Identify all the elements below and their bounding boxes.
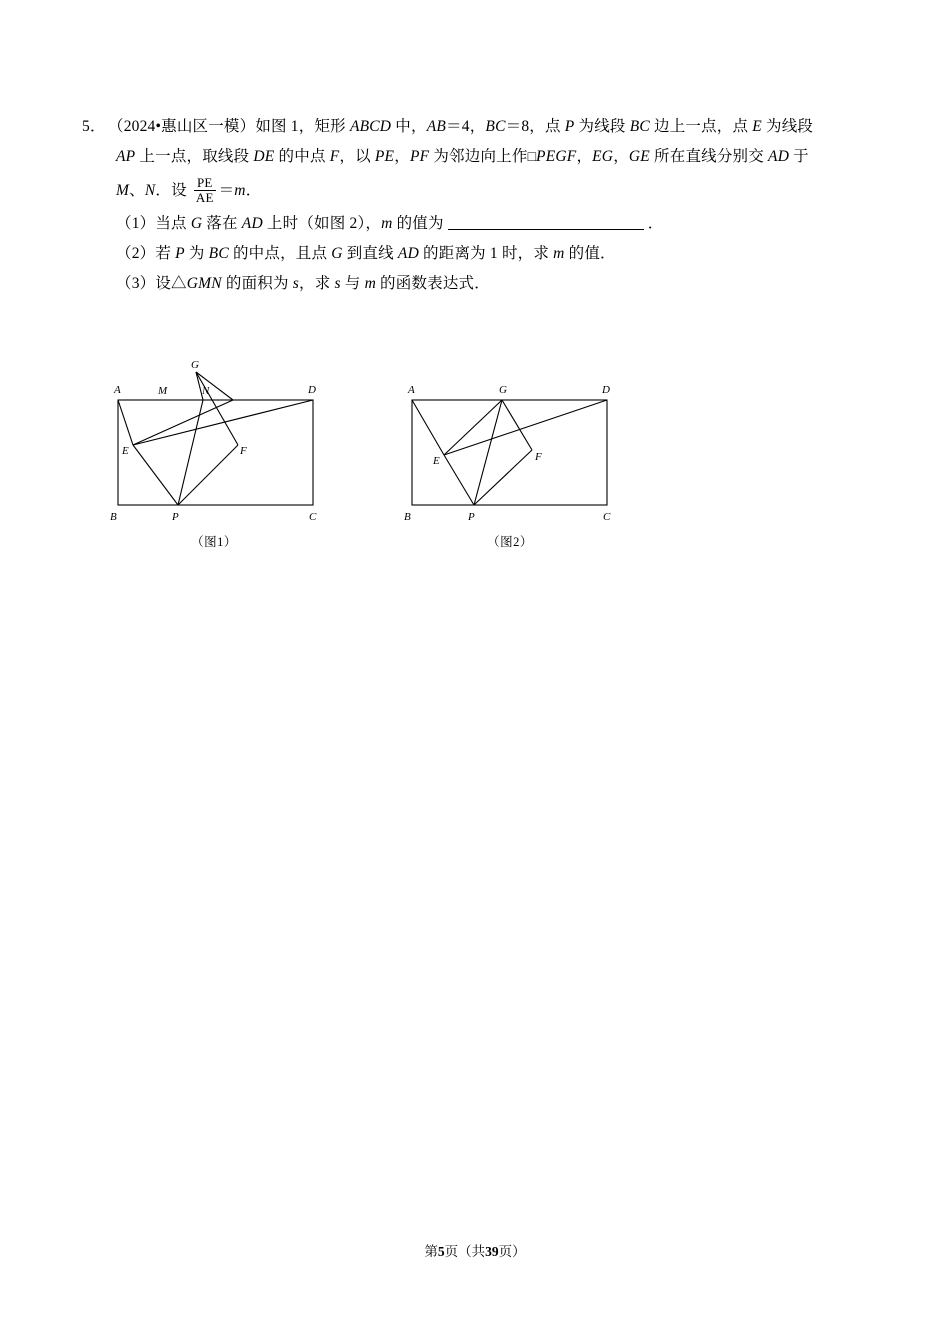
question-stem [82,112,872,142]
fraction-denominator: AE [195,189,214,205]
label-pf: PF [409,148,430,165]
fig2-label-f: F [535,451,542,463]
label-ab: AB [426,118,447,135]
figures-row [82,350,872,560]
sub3-label-s: s [292,275,299,292]
stem-text-1: 如图 1，矩形 [255,118,350,135]
line-pg-2 [474,400,502,505]
stem-l2-2: 的中点 [274,148,330,165]
stem-text-3: 为线段 [574,118,630,135]
fig2-label-c: C [603,511,611,523]
fraction-numerator: PE [194,176,216,191]
figure-2 [402,350,632,550]
stem-l2-4: ， [394,148,410,165]
fig1-label-n: N [202,385,210,397]
sub3-text-3: ，求 [299,275,335,292]
line-ed [133,400,313,445]
footer-middle: 页（共 [444,1244,486,1259]
sub2-label-g: G [331,245,343,262]
sub1-label-ad: AD [241,215,263,232]
label-pegf: PEGF [536,148,577,165]
figure-1 [108,350,338,550]
stem-l2-1: 上一点，取线段 [135,148,254,165]
label-m: M [116,182,130,199]
fig1-label-m: M [158,385,168,397]
sub2-text-5: 的距离为 1 时，求 [418,245,554,262]
fig2-label-p: P [468,511,475,523]
answer-blank-1[interactable] [448,215,644,230]
stem-l2-7: ， [613,148,629,165]
label-bc-2: BC [629,118,650,135]
label-ap: AP [116,148,136,165]
figure-2-caption: （图2） [487,535,533,549]
sub2-label-p: P [175,245,185,262]
stem-ab-value: ＝4， [446,118,486,135]
label-e: E [752,118,762,135]
sub1-text-4: 的值为 [392,215,444,232]
footer-prefix: 第 [424,1244,438,1259]
sub1-text-3: 上时（如图 2）， [262,215,382,232]
line-ed-2 [444,400,607,455]
stem-l3-3: ＝ [218,182,235,199]
stem-l2-5: 为邻边向上作 [429,148,528,165]
footer-suffix: 页） [498,1244,526,1259]
sub3-label-s2: s [334,275,341,292]
parallelogram-icon: □ [527,150,537,165]
label-abcd: ABCD [349,118,392,135]
stem-l2-8: 所在直线分别交 [649,148,769,165]
sub3-label-m: m [364,275,376,292]
sub2-text-6: 的值． [564,245,616,262]
stem-l2-6: ， [576,148,593,165]
sub1-text-1: （1）当点 [116,215,191,232]
sub2-label-ad: AD [397,245,419,262]
line-ae-2 [412,400,444,455]
sub3-text-5: 的函数表达式． [375,275,490,292]
line-fp-2 [474,450,532,505]
sub1-label-m: m [381,215,393,232]
sub-question-2 [116,239,872,269]
footer-total-pages: 39 [485,1244,499,1259]
sub2-text-1: （2）若 [116,245,176,262]
fig1-label-f: F [240,445,247,457]
stem-l2-3: ，以 [339,148,375,165]
rect-abcd-2 [412,400,607,505]
label-pe: PE [374,148,395,165]
footer-page-number: 5 [437,1244,445,1259]
rect-abcd [118,400,313,505]
line-gf-2 [502,400,532,450]
line-ep [133,445,178,505]
question-block [82,112,872,299]
figure-1-drawing [108,350,338,525]
line-ep-2 [444,455,474,505]
fig2-label-b: B [404,511,411,523]
line-ae [118,400,133,445]
label-f: F [329,148,340,165]
figure-1-caption: （图1） [191,535,237,549]
label-p: P [564,118,575,135]
label-ad: AD [768,148,790,165]
stem-text-2: 中， [391,118,427,135]
page-footer [0,1240,950,1260]
fig2-label-g: G [499,384,507,396]
fig1-label-b: B [110,511,117,523]
fig1-label-d: D [308,384,316,396]
sub2-label-bc: BC [208,245,229,262]
sub2-text-2: 为 [184,245,209,262]
label-n: N [144,182,156,199]
stem-l3-1: 、 [129,182,145,199]
label-de: DE [253,148,275,165]
sub1-text-5: ． [647,215,664,232]
line-fg [196,372,238,445]
stem-l2-9: 于 [789,148,809,165]
question-stem-text [108,112,872,142]
question-number: 5． [82,118,106,135]
sub2-text-4: 到直线 [342,245,398,262]
sub-question-1 [116,209,872,239]
label-bc: BC [485,118,506,135]
fraction-pe-ae [194,176,216,204]
sub3-text-1: （3）设△ [116,275,187,292]
question-stem-line2 [116,142,872,173]
sub2-text-3: 的中点，且点 [228,245,332,262]
fig1-label-p: P [172,511,179,523]
sub-question-3 [116,269,872,299]
stem-bc-value: ＝8，点 [505,118,565,135]
sub3-text-4: 与 [340,275,365,292]
line-ne [133,400,233,445]
label-eg: EG [592,148,614,165]
stem-text-4: 边上一点，点 [649,118,753,135]
stem-text-5: 为线段 [761,118,814,135]
sub3-label-gmn: GMN [186,275,222,292]
question-source: （2024•惠山区一模） [108,118,256,135]
sub3-text-2: 的面积为 [221,275,293,292]
stem-l3-2: ．设 [155,182,191,199]
fig1-label-a: A [114,384,121,396]
label-ge: GE [628,148,650,165]
sub2-label-m: m [553,245,565,262]
fig2-label-e: E [433,455,440,467]
figure-2-drawing [402,350,632,525]
sub1-text-2: 落在 [202,215,242,232]
line-eg-2 [444,400,502,455]
label-m-var: m [234,182,246,199]
fig1-label-c: C [309,511,317,523]
fig1-label-g: G [191,359,199,371]
line-pf [178,445,238,505]
fig2-label-a: A [408,384,415,396]
stem-l3-4: ． [245,182,262,199]
fig1-label-e: E [122,445,129,457]
question-stem-line3 [116,173,872,209]
sub1-label-g: G [190,215,203,232]
fig2-label-d: D [602,384,610,396]
